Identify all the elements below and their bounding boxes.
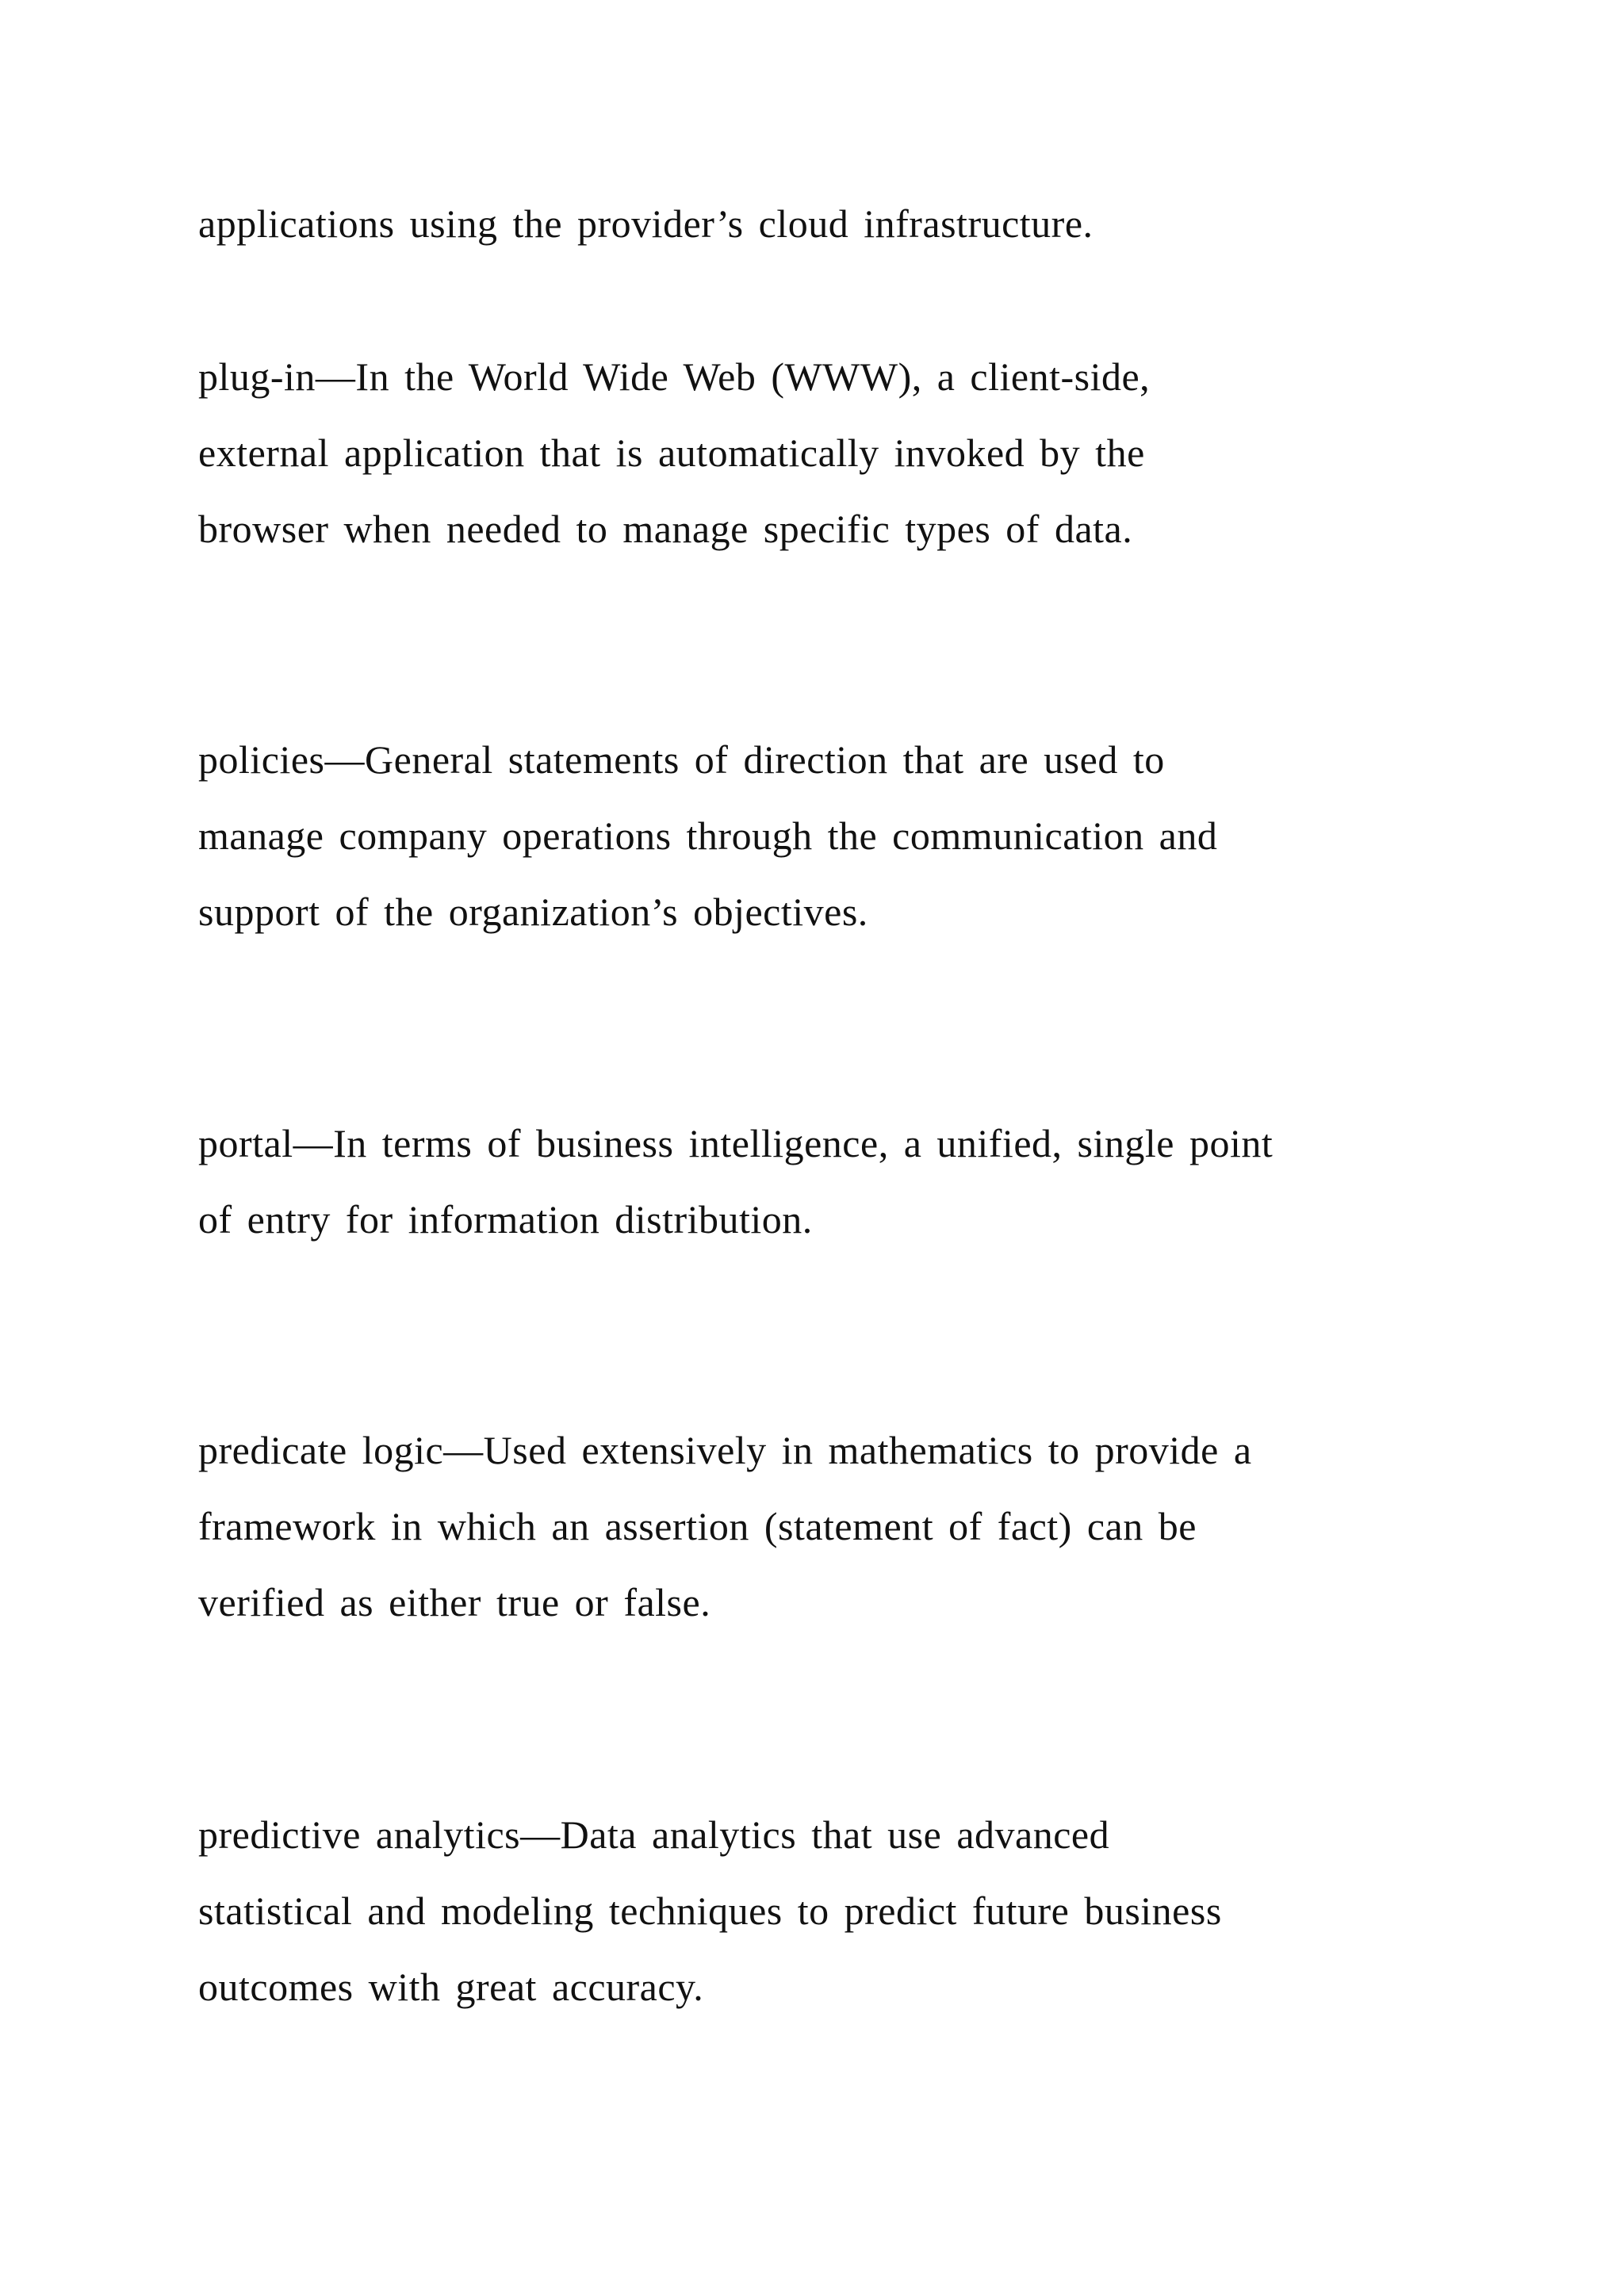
entry-text-line: browser when needed to manage specific types of data. [198, 507, 1133, 551]
entry-text-line: applications using the provider’s cloud infrastructure. [198, 201, 1094, 246]
entry-text-line: external application that is automatically invoked by the [198, 430, 1145, 475]
entry-text-line: framework in which an assertion (statement of fact) can be [198, 1504, 1197, 1548]
glossary-entry-plug-in [198, 339, 1435, 567]
entry-text-line: outcomes with great accuracy. [198, 1965, 704, 2009]
entry-text-line: portal—In terms of business intelligence, a unified, single point [198, 1121, 1274, 1165]
glossary-entry-predictive-analytics [198, 1797, 1435, 2025]
entry-text-line: support of the organization’s objectives. [198, 890, 868, 934]
glossary-entry-policies [198, 721, 1435, 950]
entry-text-line: manage company operations through the communication and [198, 813, 1218, 858]
entry-text-line: policies—General statements of direction that are used to [198, 737, 1165, 782]
entry-text-line: of entry for information distribution. [198, 1197, 813, 1242]
entry-text-line: statistical and modeling techniques to predict future business [198, 1888, 1222, 1933]
glossary-entry-continuation [198, 186, 1435, 262]
glossary-entry-portal [198, 1105, 1435, 1257]
glossary-entry-predicate-logic [198, 1412, 1435, 1640]
entry-text-line: verified as either true or false. [198, 1580, 711, 1624]
entry-text-line: predicate logic—Used extensively in mathematics to provide a [198, 1428, 1252, 1472]
entry-text-line: predictive analytics—Data analytics that use advanced [198, 1812, 1110, 1857]
entry-text-line: plug-in—In the World Wide Web (WWW), a client-side, [198, 354, 1151, 399]
